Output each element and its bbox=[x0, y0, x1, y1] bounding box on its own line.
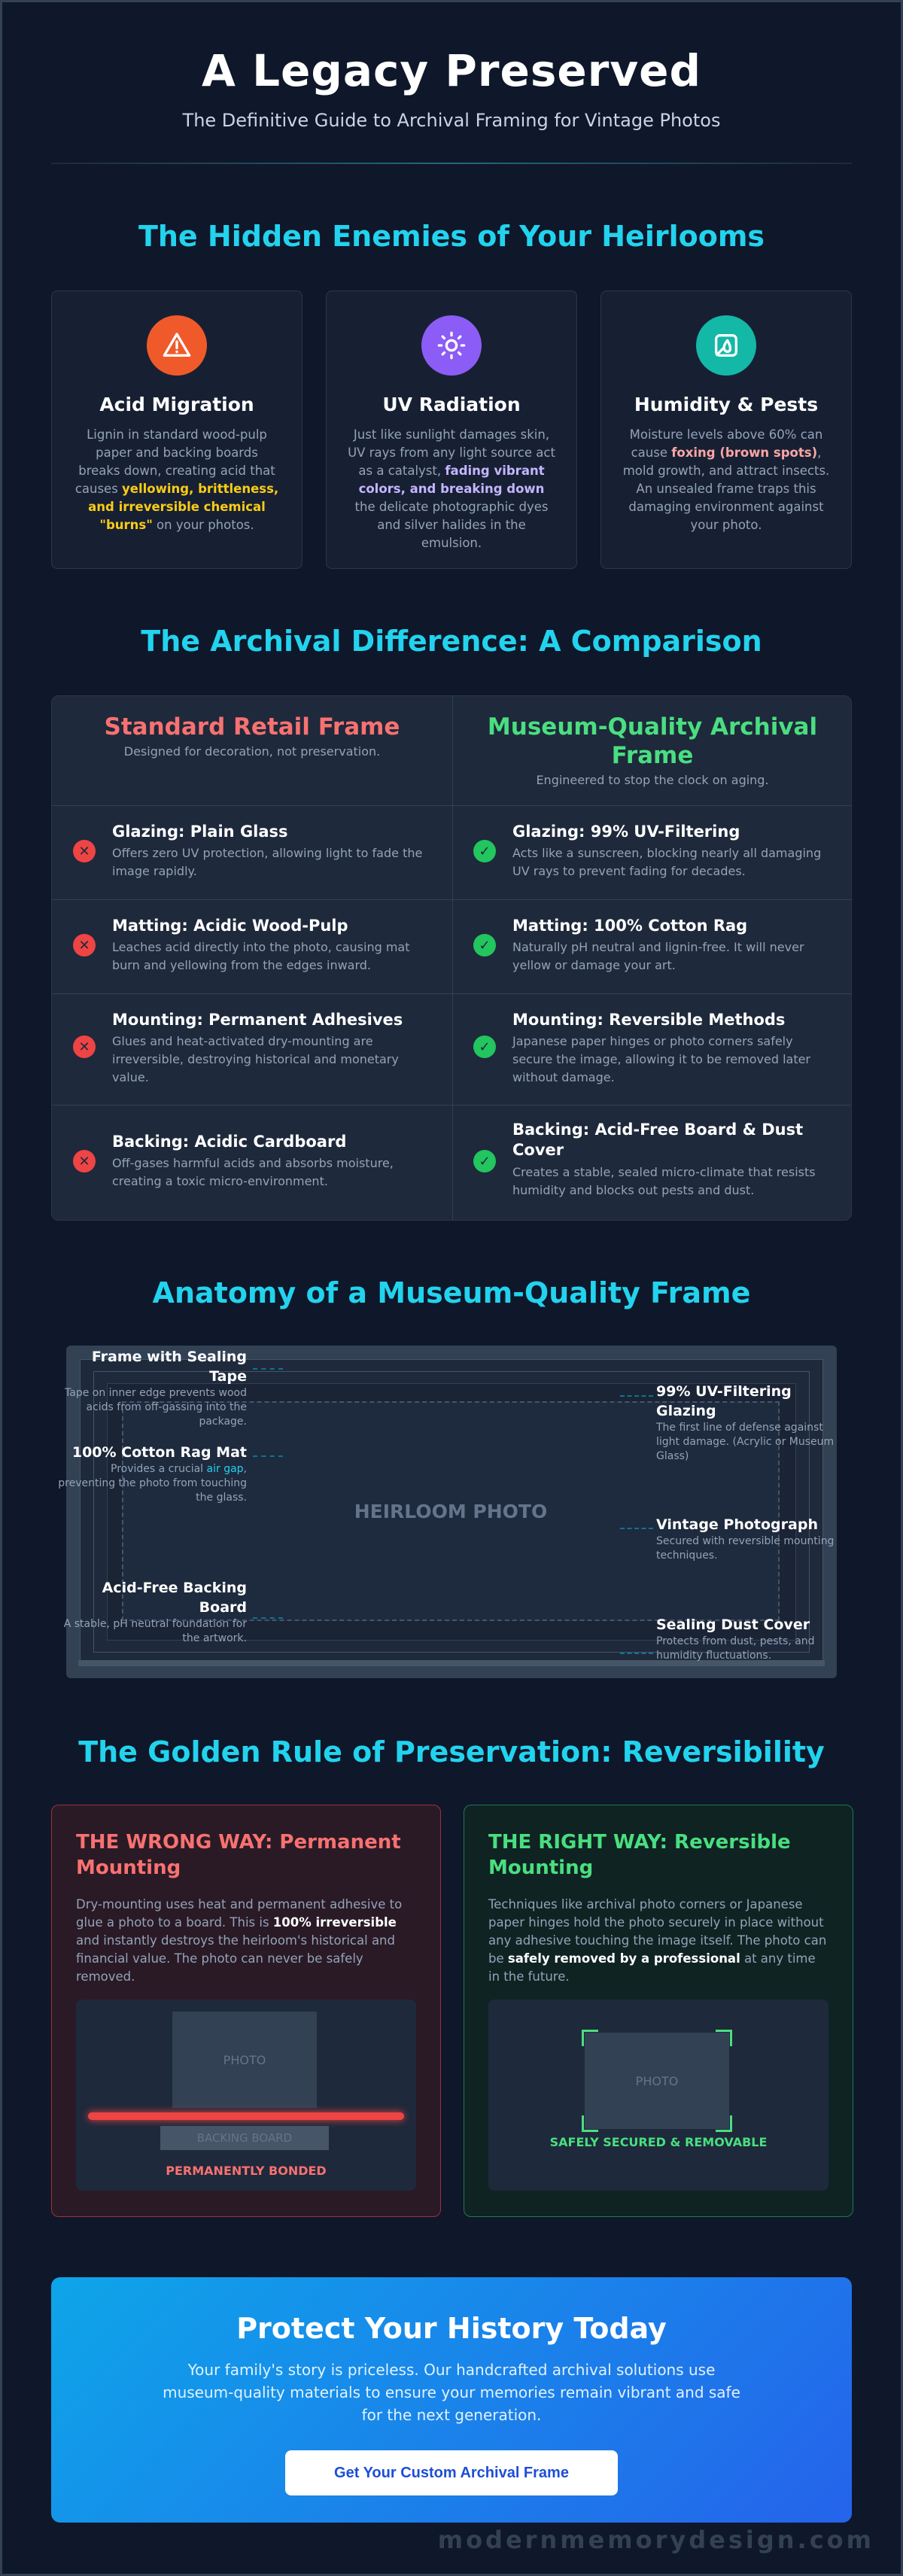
x-icon: ✕ bbox=[73, 934, 96, 956]
card-text: Lignin in standard wood-pulp paper and backing boards breaks down, creating acid that causes yellowing, brittleness, and irreversible chemical "burns" on your photos. bbox=[74, 427, 279, 532]
enemies-title: The Hidden Enemies of Your Heirlooms bbox=[138, 220, 765, 253]
photo-corner-icon bbox=[582, 2030, 598, 2046]
header-divider bbox=[51, 163, 852, 164]
archival-subtitle: Engineered to stop the clock on aging. bbox=[536, 773, 769, 787]
card-title: Humidity & Pests bbox=[634, 394, 819, 415]
archival-item-mounting bbox=[452, 993, 852, 1105]
golden-rule-title: The Golden Rule of Preservation: Reversibility bbox=[78, 1735, 825, 1769]
item-desc: Naturally pH neutral and lignin-free. It will never yellow or damage your art. bbox=[512, 940, 804, 972]
leader-line bbox=[620, 1528, 653, 1529]
label-uv-glazing: 99% UV-Filtering Glazing The first line of defense against light damage. (Acrylic or Museum Glass) bbox=[656, 1383, 835, 1462]
archival-item-matting bbox=[452, 899, 852, 993]
comparison-table bbox=[51, 695, 852, 1221]
page-title: A Legacy Preserved bbox=[202, 45, 701, 96]
standard-title: Standard Retail Frame bbox=[104, 713, 400, 741]
standard-subtitle: Designed for decoration, not preservation. bbox=[123, 744, 381, 759]
comparison-title: The Archival Difference: A Comparison bbox=[141, 625, 762, 658]
leader-line bbox=[253, 1368, 283, 1370]
archival-column-header bbox=[452, 696, 852, 805]
right-way-card bbox=[464, 1805, 853, 2217]
page-subtitle: The Definitive Guide to Archival Framing for Vintage Photos bbox=[182, 110, 721, 131]
photo-placeholder: PHOTO bbox=[585, 2033, 729, 2129]
label-frame-sealing-tape: Frame with Sealing Tape Tape on inner edge prevents wood acids from off-gassing into the package. bbox=[65, 1349, 247, 1428]
item-title: Backing: Acidic Cardboard bbox=[112, 1133, 347, 1151]
item-desc: Glues and heat-activated dry-mounting are irreversible, destroying historical and monetary value. bbox=[112, 1034, 399, 1084]
item-desc: Japanese paper hinges or photo corners safely secure the image, allowing it to be removed later without damage. bbox=[512, 1034, 811, 1084]
call-to-action bbox=[51, 2277, 852, 2523]
item-title: Matting: Acidic Wood-Pulp bbox=[112, 917, 348, 935]
cta-text: Your family's story is priceless. Our handcrafted archival solutions use museum-quality materials to ensure your memories remain vibrant and safe for the next generation. bbox=[163, 2361, 740, 2424]
x-icon: ✕ bbox=[73, 1150, 96, 1172]
item-desc: Creates a stable, sealed micro-climate that resists humidity and blocks out pests and dust. bbox=[512, 1165, 816, 1197]
check-icon: ✓ bbox=[473, 1150, 496, 1172]
standard-item-mounting bbox=[52, 993, 452, 1105]
photo-corner-icon bbox=[582, 2115, 598, 2132]
card-title: Acid Migration bbox=[99, 394, 254, 415]
cta-title: Protect Your History Today bbox=[236, 2312, 667, 2345]
sun-icon bbox=[421, 315, 482, 376]
item-title: Mounting: Reversible Methods bbox=[512, 1011, 786, 1029]
bonded-caption: PERMANENTLY BONDED bbox=[166, 2164, 327, 2178]
x-icon: ✕ bbox=[73, 840, 96, 862]
item-desc: Leaches acid directly into the photo, causing mat burn and yellowing from the edges inward. bbox=[112, 940, 410, 972]
archival-title: Museum-Quality Archival Frame bbox=[487, 713, 818, 769]
right-way-title: THE RIGHT WAY: Reversible Mounting bbox=[488, 1831, 791, 1879]
item-desc: Offers zero UV protection, allowing light to fade the image rapidly. bbox=[112, 846, 423, 878]
standard-item-backing bbox=[52, 1105, 452, 1221]
standard-column-header bbox=[52, 696, 452, 805]
leader-line bbox=[253, 1455, 283, 1457]
photo-corner-icon bbox=[716, 2115, 732, 2132]
label-cotton-rag-mat: 100% Cotton Rag Mat Provides a crucial air gap, preventing the photo from touching the glass. bbox=[58, 1444, 247, 1504]
right-way-text: Techniques like archival photo corners or Japanese paper hinges hold the photo securely in place without any adhesive touching the image itself. The photo can be safely removed by a professional at any time in the future. bbox=[488, 1897, 827, 1984]
label-backing-board: Acid-Free Backing Board A stable, pH neutral foundation for the artwork. bbox=[63, 1580, 247, 1644]
card-text: Just like sunlight damages skin, UV rays from any light source act as a catalyst, fading vibrant colors, and breaking down the delicate photographic dyes and silver halides in the emulsion. bbox=[348, 427, 555, 550]
wrong-way-card bbox=[51, 1805, 441, 2217]
leader-line bbox=[620, 1395, 653, 1397]
x-icon: ✕ bbox=[73, 1036, 96, 1058]
backing-board: BACKING BOARD bbox=[160, 2126, 329, 2150]
secured-caption: SAFELY SECURED & REMOVABLE bbox=[549, 2135, 768, 2149]
adhesive-layer bbox=[88, 2112, 404, 2120]
standard-item-matting bbox=[52, 899, 452, 993]
archival-item-backing bbox=[452, 1105, 852, 1221]
item-title: Backing: Acid-Free Board & Dust Cover bbox=[512, 1121, 804, 1159]
check-icon: ✓ bbox=[473, 840, 496, 862]
card-title: UV Radiation bbox=[382, 394, 521, 415]
warning-icon bbox=[147, 315, 207, 376]
archival-item-glazing bbox=[452, 805, 852, 899]
get-custom-frame-button[interactable]: Get Your Custom Archival Frame bbox=[285, 2450, 618, 2495]
item-title: Mounting: Permanent Adhesives bbox=[112, 1011, 403, 1029]
label-dust-cover: Sealing Dust Cover Protects from dust, pests, and humidity fluctuations. bbox=[656, 1616, 815, 1662]
item-title: Glazing: Plain Glass bbox=[112, 823, 288, 841]
leader-line bbox=[253, 1617, 283, 1619]
wrong-way-title: THE WRONG WAY: Permanent Mounting bbox=[76, 1831, 401, 1879]
check-icon: ✓ bbox=[473, 934, 496, 956]
page-header bbox=[0, 45, 903, 131]
humidity-icon bbox=[696, 315, 756, 376]
permanent-mount-illustration bbox=[76, 2000, 416, 2191]
item-title: Glazing: 99% UV-Filtering bbox=[512, 823, 740, 841]
enemy-card-acid bbox=[51, 290, 303, 569]
standard-item-glazing bbox=[52, 805, 452, 899]
photo-corner-icon bbox=[716, 2030, 732, 2046]
footer-watermark: modernmemorydesign.com bbox=[437, 2526, 874, 2554]
label-vintage-photograph: Vintage Photograph Secured with reversible mounting techniques. bbox=[656, 1516, 835, 1562]
enemy-card-humidity bbox=[600, 290, 852, 569]
card-text: Moisture levels above 60% can cause foxing (brown spots), mold growth, and attract insects. An unsealed frame traps this damaging environment against your photo. bbox=[622, 427, 830, 532]
item-desc: Acts like a sunscreen, blocking nearly all damaging UV rays to prevent fading for decades. bbox=[512, 846, 822, 878]
heirloom-photo-area: HEIRLOOM PHOTO bbox=[122, 1401, 780, 1621]
check-icon: ✓ bbox=[473, 1036, 496, 1058]
wrong-way-text: Dry-mounting uses heat and permanent adhesive to glue a photo to a board. This is 100% irreversible and instantly destroys the heirloom's historical and financial value. The photo can never be safely removed. bbox=[76, 1897, 403, 1984]
anatomy-title: Anatomy of a Museum-Quality Frame bbox=[152, 1276, 751, 1309]
photo-placeholder: PHOTO bbox=[172, 2012, 317, 2108]
leader-line bbox=[620, 1653, 653, 1654]
item-title: Matting: 100% Cotton Rag bbox=[512, 917, 748, 935]
reversible-mount-illustration bbox=[488, 2000, 829, 2191]
enemy-card-uv bbox=[326, 290, 577, 569]
item-desc: Off-gases harmful acids and absorbs moisture, creating a toxic micro-environment. bbox=[112, 1156, 394, 1188]
